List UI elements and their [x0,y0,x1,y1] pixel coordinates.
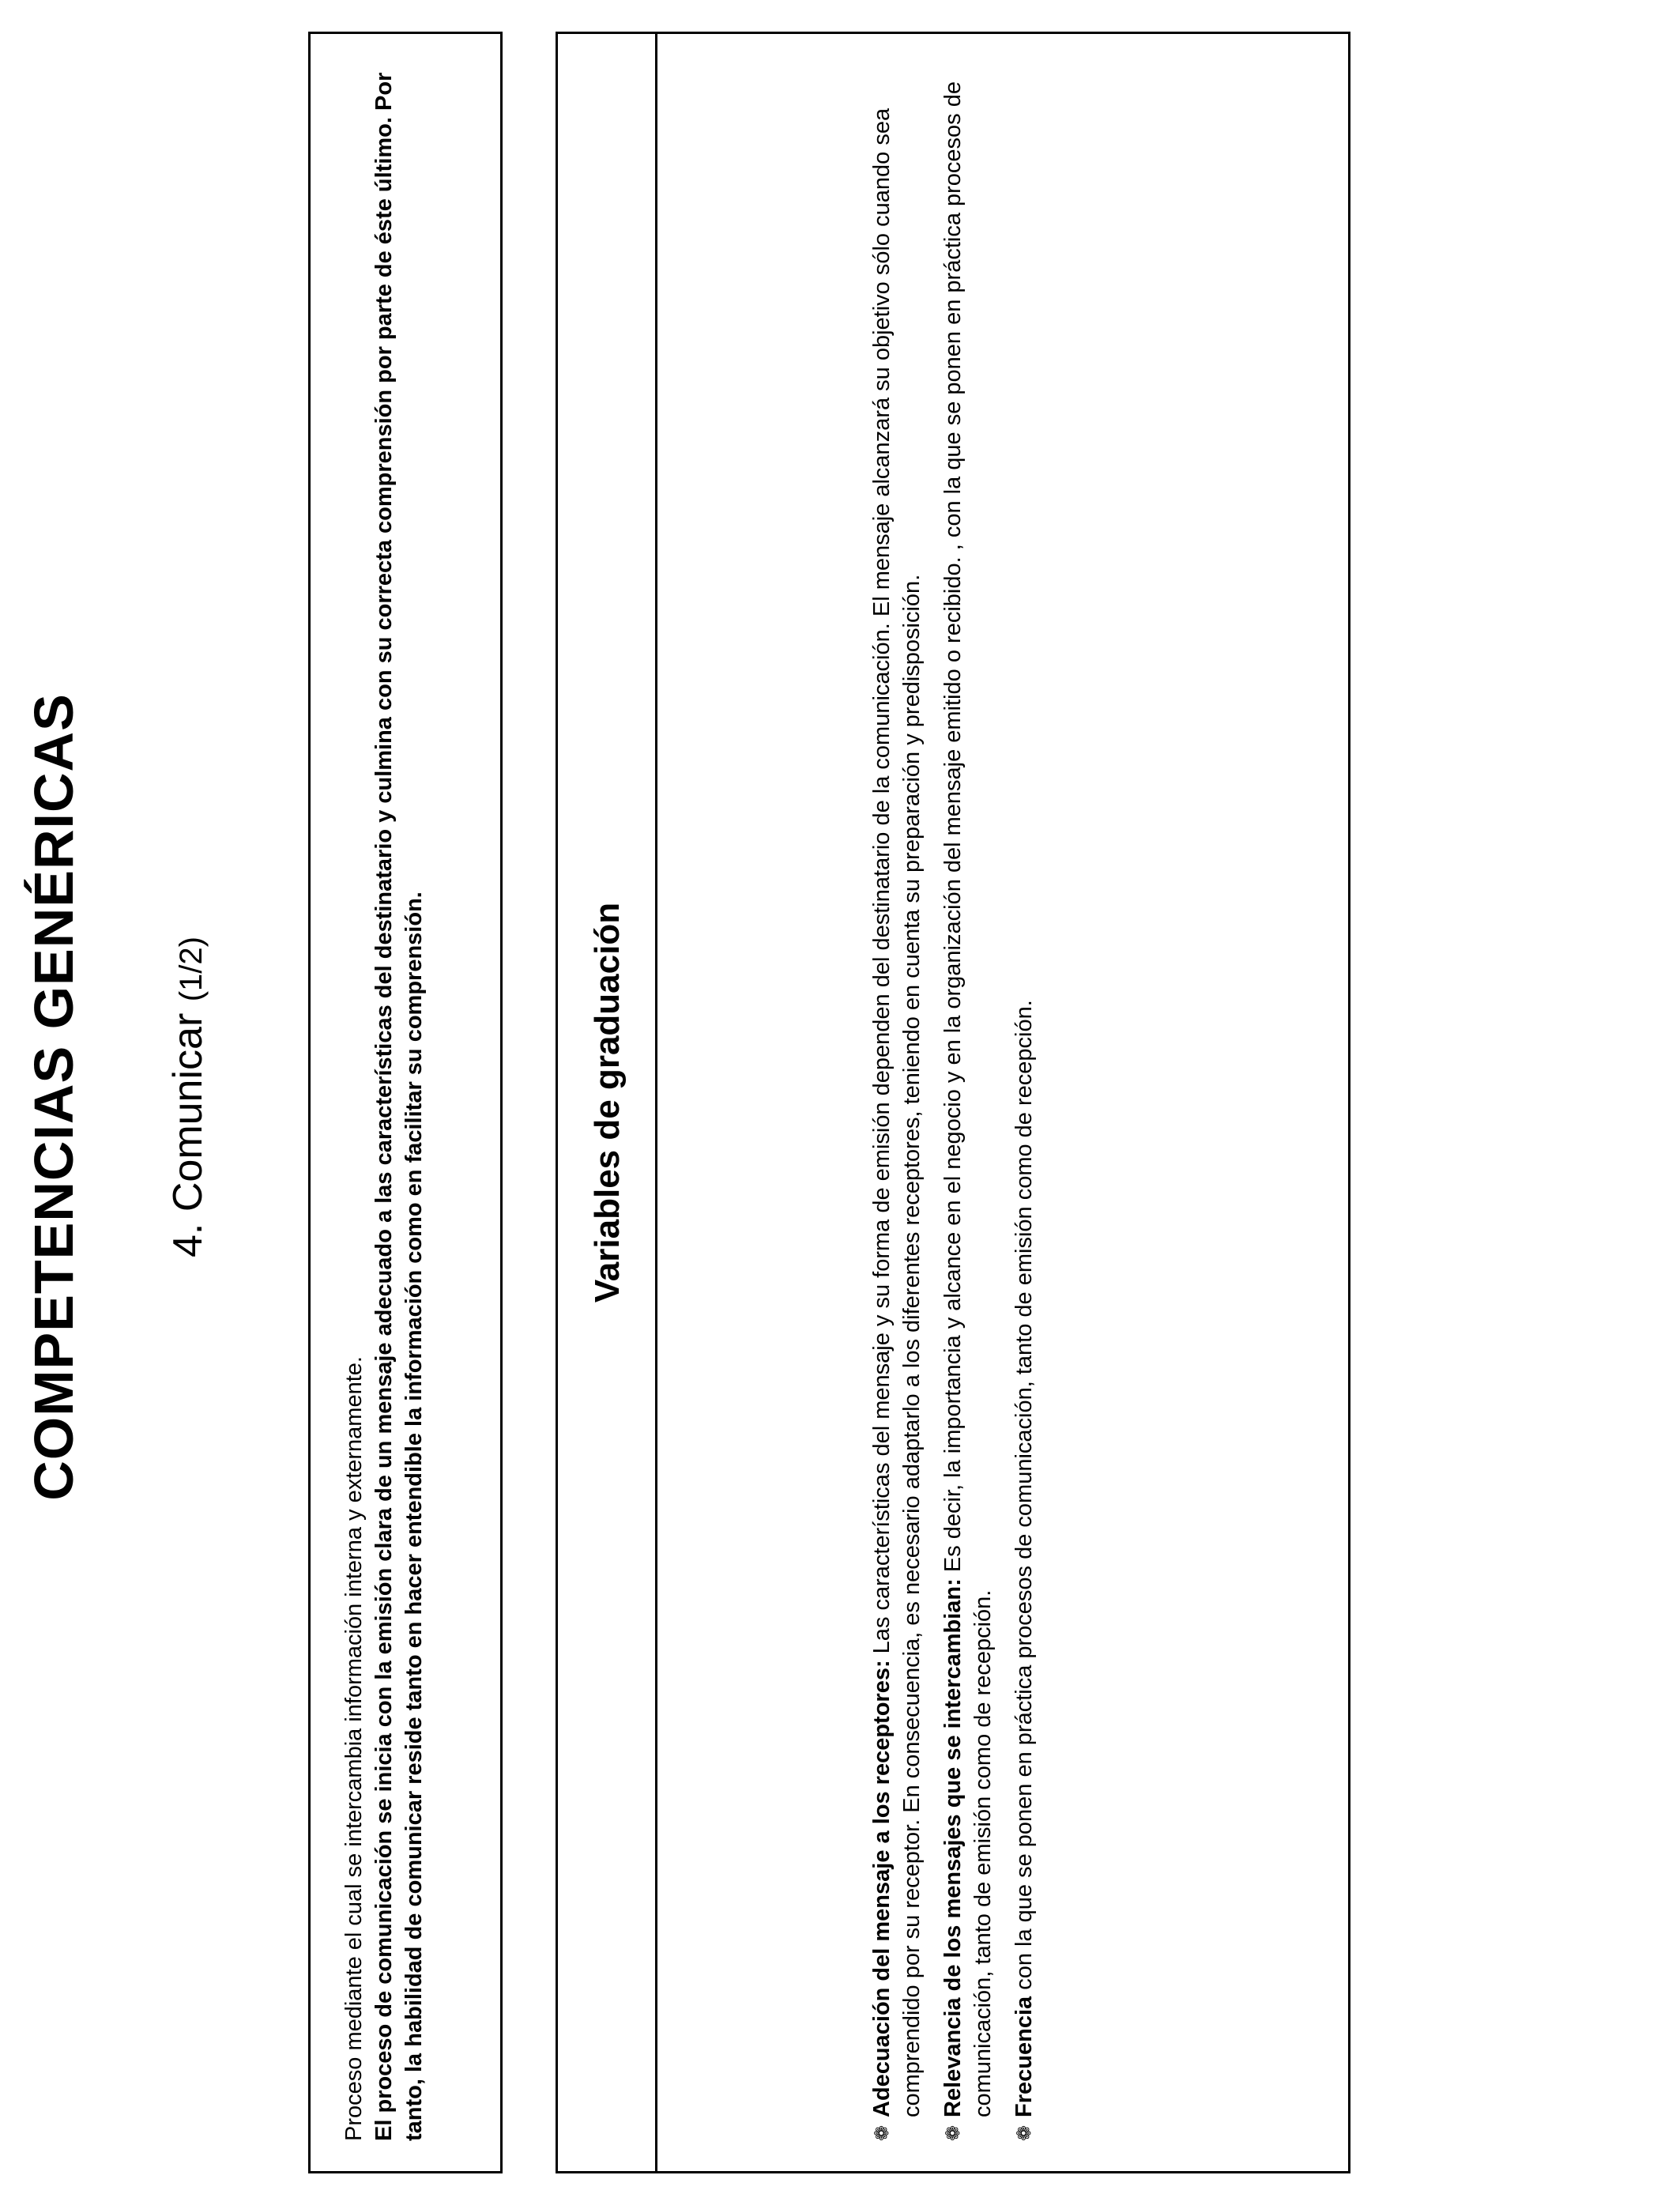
page-title: COMPETENCIAS GENÉRICAS [23,693,85,1501]
list-item [867,66,927,2141]
competency-part: (1/2) [174,937,209,1002]
list-item-text [938,66,998,2117]
flower-bullet-icon: ❁ [943,2124,964,2141]
list-item-term: Relevancia de los mensajes que se intercambian: [940,1578,966,2117]
definition-line-1: Proceso mediante el cual se intercambia información interna y externamente. [341,1356,367,2141]
definition-line-2: El proceso de comunicación se inicia con la emisión clara de un mensaje adecuado a las características del destinatario y culmina con su correcta comprensión por parte de éste último. Por tanto, la habilidad de comunicar reside tanto en hacer entendible la información como en facilitar su comprensión. [371,72,427,2141]
flower-bullet-icon: ❁ [872,2124,893,2141]
variables-box [556,32,1350,2173]
competency-number: 4. [165,1223,211,1257]
competency-subtitle [164,0,212,2194]
list-item-text [1009,66,1039,2117]
list-item-text [867,66,927,2117]
list-item-description: Es decir, la importancia y alcance en el negocio y en la organización del mensaje emitido o recibido. , con la que se ponen en práctica procesos de comunicación, tanto de emisión como de recepción. [940,81,996,2117]
definition-box [308,32,503,2173]
variables-heading: Variables de graduación [558,34,657,2171]
list-item-term: Frecuencia [1011,1996,1037,2117]
variables-list [657,34,1348,2171]
competency-name: Comunicar [165,1012,211,1212]
list-item-description: con la que se ponen en práctica procesos de comunicación, tanto de emisión como de recepción. [1011,1000,1037,1996]
list-item [1009,66,1039,2141]
list-item-description: Las características del mensaje y su forma de emisión dependen del destinatario de la comunicación. El mensaje alcanzará su objetivo sólo cuando sea comprendido por su receptor. En consecuencia, es necesario adaptarlo a los diferentes receptores, teniendo en cuenta su preparación y predisposición. [869,107,925,2117]
flower-bullet-icon: ❁ [1014,2124,1035,2141]
list-item-term: Adecuación del mensaje a los receptores: [869,1660,895,2117]
list-item [938,66,998,2141]
